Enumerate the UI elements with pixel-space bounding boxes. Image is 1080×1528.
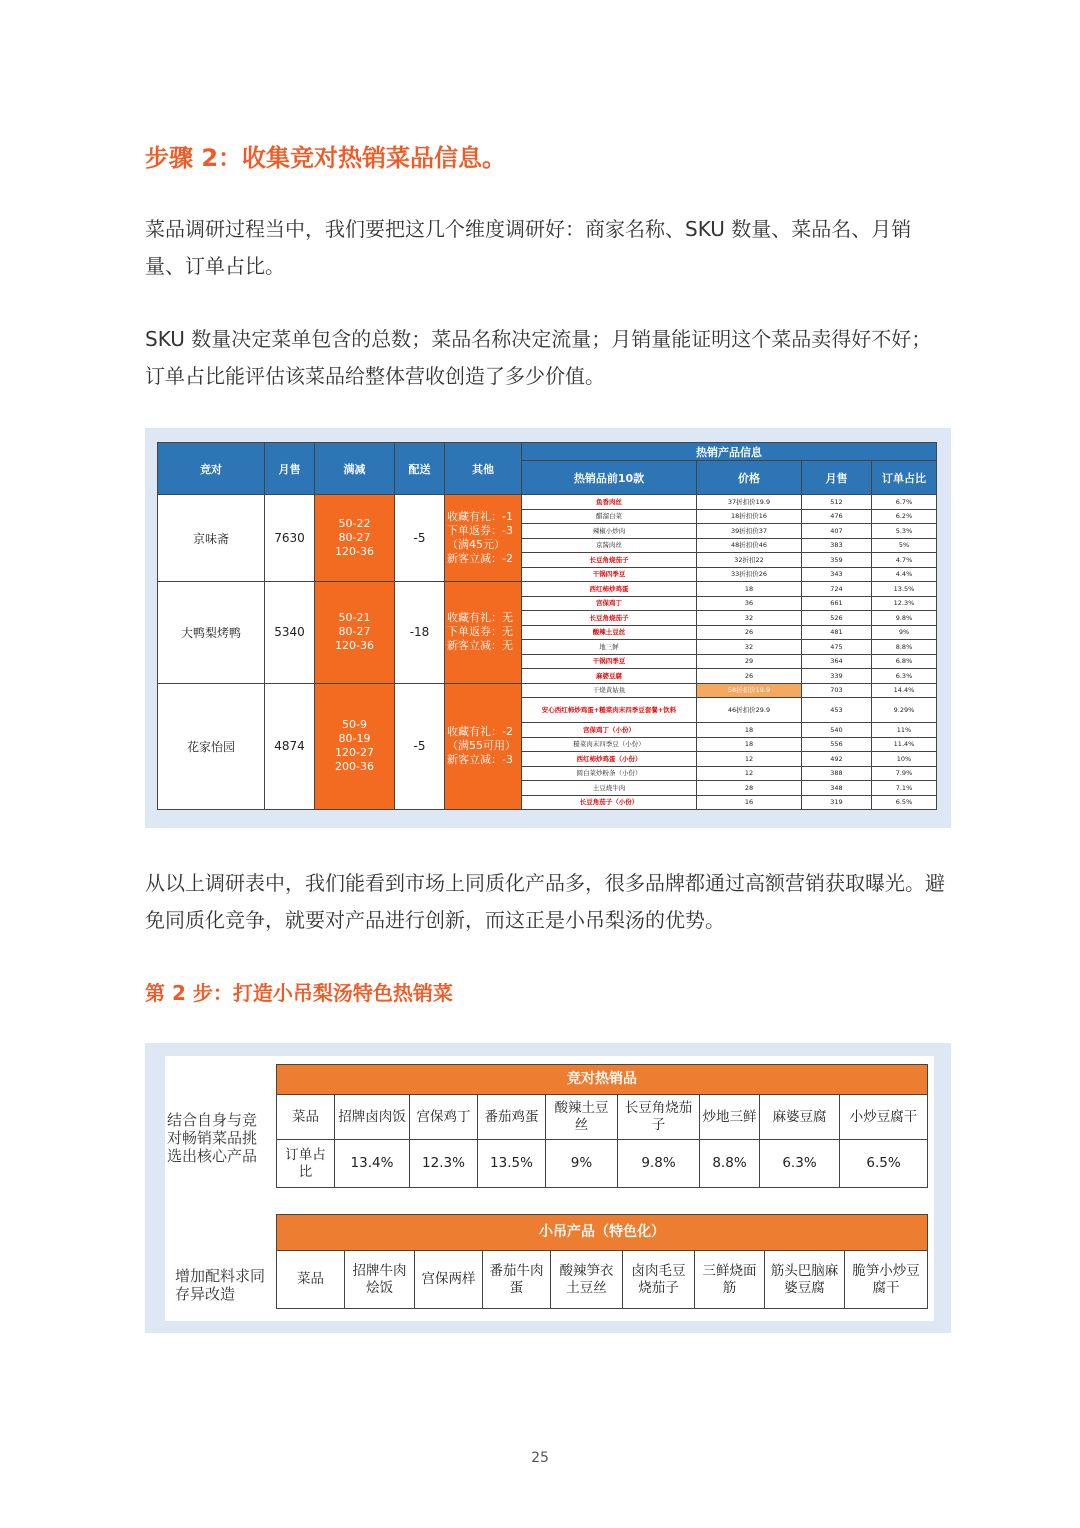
shop-other: 收藏有礼：无 下单返券：无 新客立减：无	[445, 582, 522, 684]
dish-sales: 526	[802, 611, 872, 626]
order-ratio-cell: 9%	[546, 1140, 618, 1188]
dish-name: 长豆角烧茄子	[522, 553, 697, 568]
dish-price: 36	[697, 596, 802, 611]
dish-name: 干烧黄姑鱼	[522, 683, 697, 698]
dish-ratio: 6.2%	[872, 509, 937, 524]
dish-sales: 339	[802, 669, 872, 684]
dish-name: 鱼香肉丝	[522, 495, 697, 510]
table-row	[158, 582, 937, 597]
shop-monthly: 5340	[265, 582, 315, 684]
dish-price: 18折扣价16	[697, 509, 802, 524]
dish-sales: 475	[802, 640, 872, 655]
dish-ratio: 12.3%	[872, 596, 937, 611]
order-ratio-cell: 13.4%	[335, 1140, 410, 1188]
section-heading-step2: 步骤 2：收集竞对热销菜品信息。	[145, 144, 507, 172]
dish-sales: 512	[802, 495, 872, 510]
header-delivery: 配送	[395, 443, 445, 495]
dish-ratio: 14.4%	[872, 683, 937, 698]
header-order-ratio: 订单占比	[872, 461, 937, 495]
xiaodiao-dish-cell: 三鲜烧面筋	[695, 1251, 765, 1309]
xiaodiao-dish-cell: 番茄牛肉蛋	[483, 1251, 551, 1309]
shop-delivery: -5	[395, 495, 445, 582]
dish-name: 宫保鸡丁（小份）	[522, 723, 697, 738]
dish-sales: 703	[802, 683, 872, 698]
header-competitor: 竞对	[158, 443, 265, 495]
dish-sales: 492	[802, 752, 872, 767]
dish-price: 32折扣22	[697, 553, 802, 568]
dish-sales: 476	[802, 509, 872, 524]
section-heading-step2b: 第 2 步：打造小吊梨汤特色热销菜	[145, 981, 453, 1005]
competitor-dish-cell: 宫保鸡丁	[410, 1095, 478, 1140]
dish-sales: 540	[802, 723, 872, 738]
competitor-dish-cell: 长豆角烧茄子	[618, 1095, 700, 1140]
side-note-improve: 增加配料求同存异改造	[175, 1267, 266, 1303]
top-table-title: 竞对热销品	[277, 1065, 928, 1095]
shop-discount: 50-9 80-19 120-27 200-36	[315, 683, 395, 810]
dish-price: 29	[697, 654, 802, 669]
dish-price: 39折扣价37	[697, 524, 802, 539]
dish-sales: 724	[802, 582, 872, 597]
shop-discount: 50-22 80-27 120-36	[315, 495, 395, 582]
dish-sales: 359	[802, 553, 872, 568]
shop-delivery: -18	[395, 582, 445, 684]
competitor-dish-cell: 小炒豆腐干	[840, 1095, 928, 1140]
side-note-core: 结合自身与竞对畅销菜品挑选出核心产品	[167, 1111, 258, 1165]
dish-ratio: 6.3%	[872, 669, 937, 684]
dish-price: 26	[697, 669, 802, 684]
order-ratio-cell: 12.3%	[410, 1140, 478, 1188]
order-ratio-cell: 6.5%	[840, 1140, 928, 1188]
header-other: 其他	[445, 443, 522, 495]
header-dish-monthly: 月售	[802, 461, 872, 495]
dish-name: 京酱肉丝	[522, 538, 697, 553]
dish-ratio: 7.9%	[872, 766, 937, 781]
dish-price: 28	[697, 781, 802, 796]
dish-ratio: 6.5%	[872, 795, 937, 810]
dish-price: 48折扣价46	[697, 538, 802, 553]
page-number: 25	[531, 1450, 549, 1466]
dish-name: 土豆烧牛肉	[522, 781, 697, 796]
dish-price: 16	[697, 795, 802, 810]
header-top10: 热销品前10款	[522, 461, 697, 495]
xiaodiao-product-table	[276, 1214, 928, 1309]
dish-ratio: 6.8%	[872, 654, 937, 669]
dish-ratio: 13.5%	[872, 582, 937, 597]
paragraph-conclusion: 从以上调研表中，我们能看到市场上同质化产品多，很多品牌都通过高额营销获取曝光。避免同质化竞争，就要对产品进行创新，而这正是小吊梨汤的优势。	[145, 871, 945, 932]
xiaodiao-dish-cell: 宫保两样	[415, 1251, 483, 1309]
xiaodiao-dish-cell: 酸辣笋衣土豆丝	[551, 1251, 623, 1309]
dish-price: 32	[697, 640, 802, 655]
dish-sales: 661	[802, 596, 872, 611]
dish-ratio: 9.8%	[872, 611, 937, 626]
competitor-dish-cell: 麻婆豆腐	[760, 1095, 840, 1140]
dish-ratio: 7.1%	[872, 781, 937, 796]
dish-price: 33折扣价26	[697, 567, 802, 582]
xiaodiao-dish-cell: 筋头巴脑麻婆豆腐	[765, 1251, 845, 1309]
dish-ratio: 5.3%	[872, 524, 937, 539]
dish-sales: 383	[802, 538, 872, 553]
dish-price: 32	[697, 611, 802, 626]
competitor-dish-cell: 番茄鸡蛋	[478, 1095, 546, 1140]
shop-other: 收藏有礼：-2 （满55可用） 新客立减：-3	[445, 683, 522, 810]
dish-name: 西红柿炒鸡蛋	[522, 582, 697, 597]
competitor-survey-table	[145, 428, 951, 828]
dish-name: 辣椒小炒肉	[522, 524, 697, 539]
product-plan-figure	[145, 1043, 951, 1333]
order-ratio-cell: 6.3%	[760, 1140, 840, 1188]
dish-sales: 407	[802, 524, 872, 539]
dish-sales: 364	[802, 654, 872, 669]
dish-name: 糙菜肉末四季豆（小份）	[522, 737, 697, 752]
dish-price: 58折扣价19.9	[697, 683, 802, 698]
dish-ratio: 9.29%	[872, 698, 937, 723]
dish-name: 干锅四季豆	[522, 567, 697, 582]
competitor-dish-cell: 招牌卤肉饭	[335, 1095, 410, 1140]
xiaodiao-dish-cell: 脆笋小炒豆腐干	[845, 1251, 928, 1309]
shop-name: 花家怡园	[158, 683, 265, 810]
dish-ratio: 4.7%	[872, 553, 937, 568]
competitor-dish-cell: 酸辣土豆丝	[546, 1095, 618, 1140]
order-ratio-cell: 13.5%	[478, 1140, 546, 1188]
dish-price: 18	[697, 737, 802, 752]
dish-name: 干锅四季豆	[522, 654, 697, 669]
dish-ratio: 6.7%	[872, 495, 937, 510]
dish-sales: 453	[802, 698, 872, 723]
dish-ratio: 10%	[872, 752, 937, 767]
dish-name: 长豆角茄子（小份）	[522, 795, 697, 810]
xiaodiao-dish-cell: 招牌牛肉烩饭	[345, 1251, 415, 1309]
paragraph-sku: SKU 数量决定菜单包含的总数；菜品名称决定流量；月销量能证明这个菜品卖得好不好；订单占比能评估该菜品给整体营收创造了多少价值。	[145, 327, 932, 388]
dish-name: 长豆角烧茄子	[522, 611, 697, 626]
dish-name: 安心西红柿炒鸡蛋+糙菜肉末四季豆套餐+饮料	[522, 698, 697, 723]
dish-price: 18	[697, 582, 802, 597]
dish-sales: 481	[802, 625, 872, 640]
bottom-table-title: 小吊产品（特色化）	[277, 1215, 928, 1251]
dish-name: 地三鲜	[522, 640, 697, 655]
dish-name: 酸辣土豆丝	[522, 625, 697, 640]
header-monthly: 月售	[265, 443, 315, 495]
dish-price: 37折扣价19.9	[697, 495, 802, 510]
dish-name: 宫保鸡丁	[522, 596, 697, 611]
shop-monthly: 4874	[265, 683, 315, 810]
row-label-ratio: 订单占比	[277, 1140, 335, 1188]
paragraph-dimensions: 菜品调研过程当中，我们要把这几个维度调研好：商家名称、SKU 数量、菜品名、月销量、订单占比。	[145, 217, 912, 278]
order-ratio-cell: 9.8%	[618, 1140, 700, 1188]
header-price: 价格	[697, 461, 802, 495]
dish-sales: 348	[802, 781, 872, 796]
dish-price: 18	[697, 723, 802, 738]
dish-ratio: 11.4%	[872, 737, 937, 752]
dish-price: 46折扣价29.9	[697, 698, 802, 723]
shop-delivery: -5	[395, 683, 445, 810]
dish-ratio: 9%	[872, 625, 937, 640]
dish-sales: 343	[802, 567, 872, 582]
dish-ratio: 4.4%	[872, 567, 937, 582]
shop-name: 京味斋	[158, 495, 265, 582]
dish-sales: 388	[802, 766, 872, 781]
header-discount: 满减	[315, 443, 395, 495]
dish-price: 12	[697, 766, 802, 781]
shop-other: 收藏有礼：-1 下单返券：-3 （满45元） 新客立减：-2	[445, 495, 522, 582]
row-label-dish: 菜品	[277, 1095, 335, 1140]
shop-monthly: 7630	[265, 495, 315, 582]
shop-name: 大鸭梨烤鸭	[158, 582, 265, 684]
dish-ratio: 5%	[872, 538, 937, 553]
competitor-hot-table	[276, 1064, 928, 1188]
dish-ratio: 8.8%	[872, 640, 937, 655]
dish-ratio: 11%	[872, 723, 937, 738]
dish-price: 12	[697, 752, 802, 767]
dish-name: 圆白菜炒粉条（小份）	[522, 766, 697, 781]
dish-name: 麻婆豆腐	[522, 669, 697, 684]
shop-discount: 50-21 80-27 120-36	[315, 582, 395, 684]
competitor-table	[157, 442, 937, 810]
dish-name: 醋溜白菜	[522, 509, 697, 524]
table-row	[158, 495, 937, 510]
header-hot-info: 热销产品信息	[522, 443, 937, 461]
order-ratio-cell: 8.8%	[700, 1140, 760, 1188]
dish-sales: 319	[802, 795, 872, 810]
competitor-dish-cell: 炒地三鲜	[700, 1095, 760, 1140]
dish-name: 西红柿炒鸡蛋（小份）	[522, 752, 697, 767]
row-label-dish: 菜品	[277, 1251, 345, 1309]
table-row	[158, 683, 937, 698]
dish-price: 26	[697, 625, 802, 640]
dish-sales: 556	[802, 737, 872, 752]
xiaodiao-dish-cell: 卤肉毛豆烧茄子	[623, 1251, 695, 1309]
